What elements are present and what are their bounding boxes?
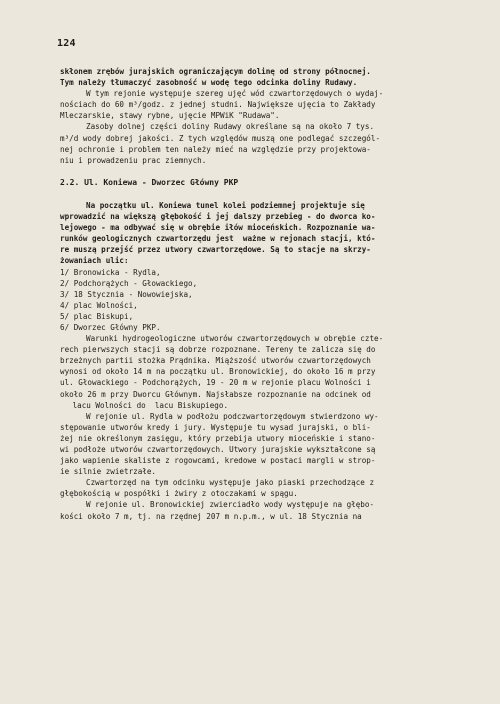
paragraph-2 [60, 88, 440, 121]
text-line: brzeżnych partii stożka Prądnika. Miąższość utworów czwartorzędowych [60, 356, 371, 366]
text-line: nej ochronie i problem ten należy mieć na względzie przy projektowa- [60, 144, 371, 154]
list-item: 6/ Dworzec Główny PKP. [60, 322, 161, 332]
body-text [60, 66, 440, 522]
text-line: skłonem zrębów jurajskich ograniczającym dolinę od strony północnej. [60, 67, 371, 76]
text-line: re muszą przejść przez utwory czwartorzędowe. Są to stacje na skrzy- [60, 245, 371, 255]
text-line: rech pierwszych stacji są dobrze rozpoznane. Tereny te zalicza się do [60, 345, 376, 355]
text-line: lacu Wolności do lacu Biskupiego. [68, 400, 229, 410]
paragraph-3 [60, 121, 440, 165]
text-line: runków geologicznych czwartorzędu jest ważne w rejonach stacji, któ- [60, 234, 376, 244]
text-line: Zasoby dolnej części doliny Rudawy określane są na około 7 tys. [86, 122, 375, 132]
text-line: kości około 7 m, tj. na rzędnej 207 m n.p.m., w ul. 18 Stycznia na [60, 511, 362, 521]
list-item: 4/ plac Wolności, [60, 300, 138, 310]
text-line: żowaniach ulic: [60, 256, 129, 266]
text-line: wprowadzić na większą głębokość i jej dalszy przebieg - do dworca ko- [60, 212, 376, 222]
text-line: wynosi od około 14 m na początku ul. Bronowickiej, do około 16 m przy [60, 367, 376, 377]
spacer [60, 188, 440, 200]
spacer [60, 166, 440, 178]
text-line: Czwartorzęd na tym odcinku występuje jako piaski przechodzące z [86, 478, 375, 488]
paragraph-7 [60, 477, 440, 499]
text-line: m³/d wody dobrej jakości. Z tych względów muszą one podlegać szczegól- [60, 133, 381, 143]
paragraph-8 [60, 499, 440, 521]
text-line: Na początku ul. Koniewa tunel kolei podziemnej projektuje się [86, 200, 365, 210]
text-line: ul. Głowackiego - Podchorążych, 19 - 20 m w rejonie placu Wolności i [60, 378, 371, 388]
text-line: W tym rejonie występuje szereg ujęć wód czwartorzędowych o wydaj- [86, 89, 384, 99]
list-item: 1/ Bronowicka - Rydla, [60, 267, 161, 277]
text-line: Mleczarskie, stawy rybne, ujęcie MPWiK "Rudawa". [60, 111, 280, 121]
paragraph-1 [60, 66, 440, 88]
text-line: stępowanie utworów kredy i jury. Występuje tu wysad jurajski, o bli- [60, 422, 371, 432]
text-line: nościach do 60 m³/godz. z jednej studni. Największe ujęcia to Zakłady [60, 100, 376, 110]
text-line: głębokością w pospółki i żwiry z otoczakami w spągu. [60, 489, 298, 499]
paragraph-6 [60, 411, 440, 478]
station-list [60, 267, 440, 334]
list-item: 2/ Podchorążych - Głowackiego, [60, 278, 198, 288]
text-line: jako wapienie skaliste z rogowcami, kredowe w postaci margli w strop- [60, 456, 376, 466]
text-line: lejowego - ma odbywać się w obrębie iłów mioceńskich. Rozpoznanie wa- [60, 223, 376, 233]
text-line: około 26 m przy Dworcu Głównym. Najsłabsze rozpoznanie na odcinek od [60, 389, 371, 399]
section-heading: 2.2. Ul. Koniewa - Dworzec Główny PKP [60, 178, 239, 188]
text-line: Warunki hydrogeologiczne utworów czwartorzędowych w obrębie czte- [86, 334, 384, 344]
paragraph-5 [60, 333, 440, 411]
list-item: 3/ 18 Stycznia - Nowowiejska, [60, 289, 193, 299]
text-line: ie silnie zwietrzałe. [60, 467, 157, 477]
list-item: 5/ plac Biskupi, [60, 311, 134, 321]
text-line: żej nie określonym zasięgu, który przebija utwory mioceńskie i stano- [60, 433, 376, 443]
text-line: Tym należy tłumaczyć zasobność w wodę tego odcinka doliny Rudawy. [60, 78, 358, 88]
text-line: niu i prowadzeniu prac ziemnych. [60, 155, 207, 165]
page-number: 124 [57, 38, 76, 49]
text-line: W rejonie ul. Bronowickiej zwierciadło wody występuje na głębo- [86, 500, 375, 510]
text-line: wi podłoże utworów czwartorzędowych. Utwory jurajskie wykształcone są [60, 445, 376, 454]
text-line: W rejonie ul. Rydla w podłożu podczwartorzędowym stwierdzono wy- [86, 411, 379, 421]
paragraph-4 [60, 200, 440, 267]
